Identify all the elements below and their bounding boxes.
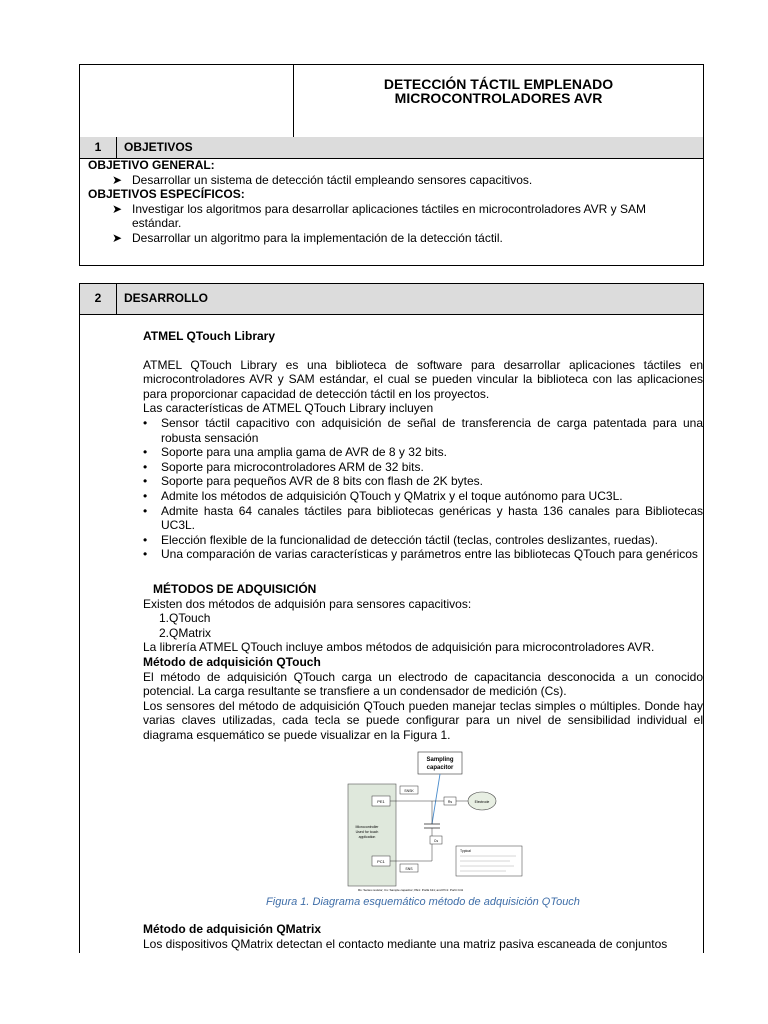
specific-objective-text: Desarrollar un algoritmo para la implementación de la detección táctil. — [132, 230, 503, 245]
bullet-dot-icon: • — [143, 474, 148, 489]
specific-objective-item — [88, 231, 695, 246]
section-2-title: DESARROLLO — [124, 291, 208, 305]
qtouch-paragraph-2: Los sensores del método de adquisición QTouch pueden manejar teclas simples o múltiples. Donde hay varias claves utilizadas, cada tecla se puede configurar para un nivel de sensibilidad individual el diagrama esquemático se puede visualizar en la Figura 1. — [143, 698, 703, 742]
figure-caption: Figura 1. Diagrama esquemático método de adquisición QTouch — [266, 896, 580, 908]
header-objectives-table — [79, 64, 704, 266]
methods-heading: MÉTODOS DE ADQUISICIÓN — [153, 582, 317, 596]
feature-text: Sensor táctil capacitivo con adquisición de señal de transferencia de carga patentada para una robusta sensación — [161, 415, 703, 445]
mcu-label-line-3: application — [358, 835, 376, 839]
qmatrix-content — [143, 922, 703, 951]
document-title — [294, 77, 703, 105]
electrode-label: Electrode — [474, 800, 490, 804]
cs-label: Cs — [433, 839, 439, 843]
qtouch-schematic-figure — [340, 748, 530, 896]
section-1-title: OBJETIVOS — [124, 140, 193, 154]
figure-footnote: Rs: Series resistor; Cs: Sample capacitor; PE1: PortE bit1; and PC1: PortC bit1 — [358, 888, 464, 892]
pin-pe1-label: PE1 — [377, 799, 385, 804]
bullet-dot-icon: • — [143, 532, 148, 547]
bullet-dot-icon: • — [143, 488, 148, 503]
feature-text: Admite los métodos de adquisición QTouch y QMatrix y el toque autónomo para UC3L. — [161, 488, 623, 503]
feature-text: Soporte para microcontroladores ARM de 32 bits. — [161, 459, 424, 474]
header-row — [80, 65, 703, 138]
methods-content — [143, 582, 703, 743]
features-list — [143, 416, 703, 562]
feature-text: Elección flexible de la funcionalidad de detección táctil (teclas, controles deslizantes, ruedas). — [161, 532, 658, 547]
bullet-dot-icon: • — [143, 503, 148, 518]
list-item — [143, 533, 703, 548]
arrow-bullet-icon: ➤ — [112, 230, 123, 245]
mcu-label-line-2: Used for touch — [355, 830, 379, 834]
section-2-divider — [116, 284, 117, 314]
title-line-1: DETECCIÓN TÁCTIL EMPLENADO — [383, 76, 614, 92]
general-objective-heading: OBJETIVO GENERAL: — [88, 158, 215, 172]
section-2-number: 2 — [94, 291, 102, 305]
library-paragraph: ATMEL QTouch Library es una biblioteca de software para desarrollar aplicaciones táctiles en microcontroladores AVR y SAM estándar, el cual se pueden vincular la biblioteca con las aplicaciones para proporcionar capacidad de detección táctil en los proyectos. — [143, 357, 703, 401]
library-heading: ATMEL QTouch Library — [143, 329, 276, 343]
qtouch-paragraph-1: El método de adquisición QTouch carga un electrodo de capacitancia desconocida a un conocido potencial. La carga resultante se transfiere a un condensador de medición (Cs). — [143, 669, 703, 699]
list-item — [143, 474, 703, 489]
qmatrix-heading: Método de adquisición QMatrix — [143, 922, 322, 936]
list-item — [143, 547, 703, 562]
bullet-dot-icon: • — [143, 445, 148, 460]
snsk-label: SNSK — [404, 789, 414, 793]
sns-label: SNS — [405, 867, 413, 871]
title-line-2: MICROCONTROLADORES AVR — [394, 90, 603, 106]
qtouch-heading: Método de adquisición QTouch — [143, 654, 321, 669]
section-1-number: 1 — [94, 140, 102, 154]
feature-text: Soporte para una amplia gama de AVR de 8 y 32 bits. — [161, 445, 447, 460]
specific-objectives-heading: OBJETIVOS ESPECÍFICOS: — [88, 187, 245, 201]
methods-note: La librería ATMEL QTouch incluye ambos métodos de adquisición para microcontroladores AVR. — [143, 640, 655, 655]
methods-intro: Existen dos métodos de adquisión para sensores capacitivos: — [143, 596, 472, 611]
general-objective-text: Desarrollar un sistema de detección táctil empleando sensores capacitivos. — [132, 172, 533, 187]
qmatrix-paragraph-1: Los dispositivos QMatrix detectan el contacto mediante una matriz pasiva escaneada de conjuntos — [143, 936, 668, 951]
rs-label: Rs — [447, 800, 453, 804]
list-item — [143, 416, 703, 445]
specific-objective-text: Investigar los algoritmos para desarrollar aplicaciones táctiles en microcontroladores AVR y SAM estándar. — [132, 201, 647, 230]
arrow-bullet-icon: ➤ — [112, 201, 123, 216]
bullet-dot-icon: • — [143, 547, 148, 562]
feature-text: Admite hasta 64 canales táctiles para bibliotecas genéricas y hasta 136 canales para Bibliotecas UC3L. — [161, 503, 703, 533]
bullet-dot-icon: • — [143, 459, 148, 474]
section-1-divider — [116, 137, 117, 158]
pin-pc1-label: PC1 — [377, 859, 385, 864]
method-item-qtouch: 1.QTouch — [159, 611, 211, 626]
typical-label: Typical — [460, 849, 471, 853]
objectives-content — [88, 158, 695, 245]
feature-text: Una comparación de varias características y parámetros entre las bibliotecas QTouch para genéricos — [161, 547, 698, 562]
sampling-label: Sampling — [426, 757, 454, 763]
specific-objective-item — [88, 202, 695, 231]
feature-text: Soporte para pequeños AVR de 8 bits con flash de 2K bytes. — [161, 474, 483, 489]
method-item-qmatrix: 2.QMatrix — [159, 625, 212, 640]
capacitor-label: capacitor — [426, 765, 454, 771]
features-intro: Las características de ATMEL QTouch Library incluyen — [143, 401, 434, 416]
section-2-header — [80, 284, 703, 315]
list-item — [143, 504, 703, 533]
arrow-bullet-icon: ➤ — [112, 172, 123, 187]
section-1-header — [80, 137, 703, 159]
mcu-label-line-1: Microcontroller — [355, 825, 379, 829]
general-objective-item — [88, 173, 695, 188]
development-content — [143, 329, 703, 562]
list-item — [143, 445, 703, 460]
bullet-dot-icon: • — [143, 415, 148, 430]
list-item — [143, 489, 703, 504]
list-item — [143, 460, 703, 475]
